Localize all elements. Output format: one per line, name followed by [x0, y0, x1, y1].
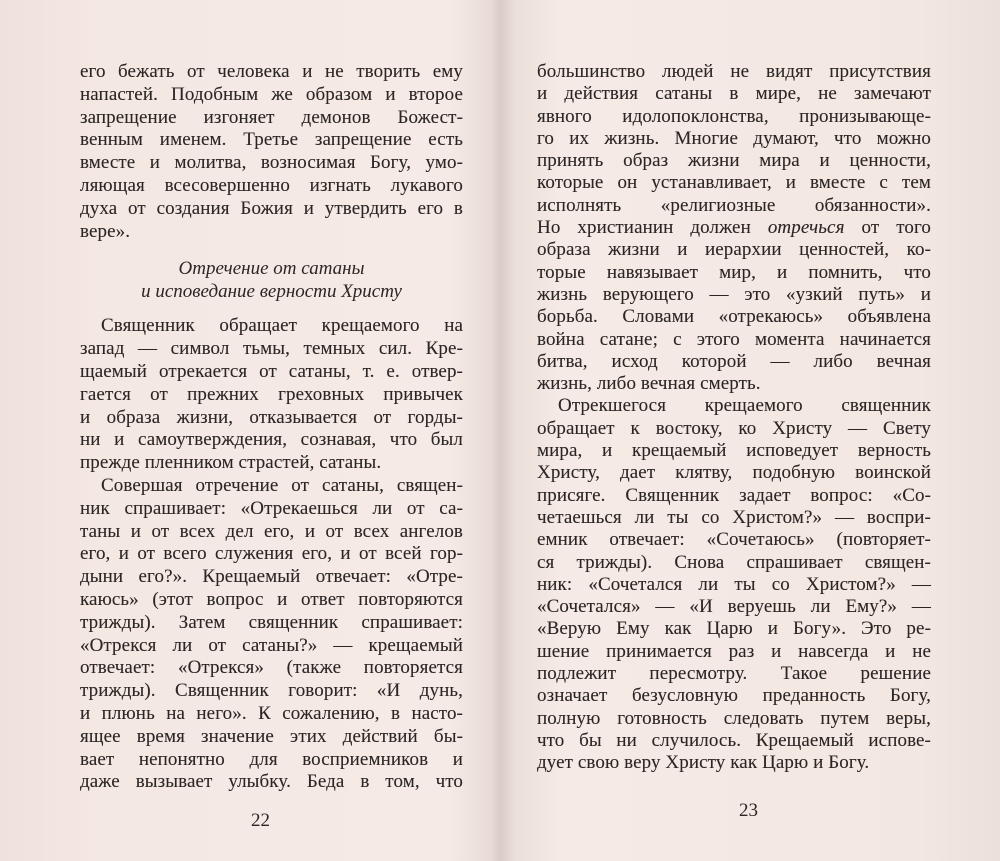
text-line: «Верую Ему как Царю и Богу». Это ре- [537, 618, 931, 640]
text-line: го их жизнь. Многие думают, что можно [537, 127, 931, 149]
paragraph [537, 61, 931, 395]
text-line: дыни его?». Крещаемый отвечает: «Отре- [80, 566, 463, 588]
right-page-text [537, 61, 931, 775]
paragraph [80, 475, 463, 794]
text-line: что бы ни случилось. Крещаемый испове- [537, 729, 931, 751]
text-line: явного идолопоклонства, пронизывающе- [537, 105, 931, 127]
text-line: полную готовность следовать путем веры, [537, 707, 931, 729]
text-line: «Отрекся ли от сатаны?» — крещаемый [80, 634, 463, 656]
text-line: ни и самоутверждения, сознавая, что был [80, 429, 463, 451]
text-line: борьба. Словами «отрекаюсь» объявлена [537, 306, 931, 328]
text-line: таны и от всех дел его, и от всех ангелов [80, 520, 463, 542]
text-line: отвечает: «Отрекся» (также повторяется [80, 657, 463, 679]
text-line: щаемый отрекается от сатаны, т. е. отвер- [80, 360, 463, 382]
text-line: присяге. Священник задает вопрос: «Со- [537, 484, 931, 506]
heading-line: и исповедание верности Христу [141, 281, 402, 303]
text-line: подлежит пересмотру. Такое решение [537, 663, 931, 685]
text-line: шение принимается раз и навсегда и не [537, 640, 931, 662]
text-line: большинство людей не видят присутствия [537, 61, 931, 82]
text-line: и действия сатаны в мире, не замечают [537, 83, 931, 105]
text-line: Отрекшегося крещаемого священник [558, 395, 931, 417]
left-page-text [80, 61, 463, 794]
emphasized-word: отречься [767, 217, 845, 239]
text-line: гается от прежних греховных привычек [80, 383, 463, 405]
page-number-left: 22 [251, 810, 270, 831]
text-line: запрещение изгоняет демонов Божест- [80, 106, 463, 128]
text-line: Священник обращает крещаемого на [101, 315, 463, 337]
text-line: ящее время значение этих действий бы- [80, 725, 463, 747]
text-line: венным именем. Третье запрещение есть [80, 129, 463, 151]
text-line: дует свою веру Христу как Царю и Богу. [537, 752, 870, 774]
text-line: его бежать от человека и не творить ему [80, 61, 463, 82]
text-line: Совершая отречение от сатаны, священ- [101, 474, 463, 496]
text-line: торые навязывает мир, и помнить, что [537, 261, 931, 283]
text-line: и образа жизни, отказывается от горды- [80, 406, 463, 428]
text-line: трижды). Священник говорит: «И дунь, [80, 680, 463, 702]
text-line: запад — символ тьмы, темных сил. Кре- [80, 338, 463, 360]
text-segment: Но христианин должен [537, 217, 768, 239]
text-line: даже вызывает улыбку. Беда в том, что [80, 771, 463, 793]
heading-line: Отречение от сатаны [178, 258, 365, 280]
paragraph [537, 395, 931, 774]
text-line [537, 217, 931, 239]
text-line: жизнь верующего — это «узкий путь» и [537, 283, 931, 305]
text-line: которые он устанавливает, и вместе с тем [537, 172, 931, 194]
text-line: образа жизни и иерархии ценностей, ко- [537, 239, 931, 261]
text-line: вает непонятно для восприемников и [80, 748, 463, 770]
text-line: жизнь, либо вечная смерть. [537, 373, 761, 395]
text-line: «Сочетался» — «И веруешь ли Ему?» — [537, 596, 931, 618]
text-line: исполнять «религиозные обязанности». [537, 194, 931, 216]
text-line: вере». [80, 220, 131, 242]
text-line: четаешься ли ты со Христом?» — воспри- [537, 506, 931, 528]
text-line: означает безусловную преданность Богу, [537, 685, 931, 707]
paragraph [80, 315, 463, 475]
text-line: ник спрашивает: «Отрекаешься ли от са- [80, 497, 463, 519]
text-line: битва, исход которой — либо вечная [537, 350, 931, 372]
text-line: емник отвечает: «Сочетаюсь» (повторяет- [537, 529, 931, 551]
page-number-right: 23 [739, 800, 758, 821]
text-line: принять образ жизни мира и ценности, [537, 150, 931, 172]
text-line: духа от создания Божия и утвердить его в [80, 197, 463, 219]
text-line: прежде пленником страстей, сатаны. [80, 452, 382, 474]
text-line: война сатане; с этого момента начинается [537, 328, 931, 350]
text-line: ляющая всесовершенно изгнать лукавого [80, 174, 463, 196]
text-line: каюсь» (этот вопрос и ответ повторяются [80, 588, 463, 610]
text-line: ник: «Сочетался ли ты со Христом?» — [537, 573, 931, 595]
text-line: вместе и молитва, возносимая Богу, умо- [80, 152, 463, 174]
text-line: его, и от всего служения его, и от всей гор- [80, 543, 463, 565]
text-line: мира, и крещаемый исповедует верность [537, 440, 931, 462]
text-line: ся трижды). Снова спрашивает священ- [537, 551, 931, 573]
text-line: и плюнь на него». К сожалению, в насто- [80, 702, 463, 724]
text-segment: от того [844, 217, 931, 239]
text-line: трижды). Затем священник спрашивает: [80, 611, 463, 633]
text-line: напастей. Подобным же образом и второе [80, 83, 463, 105]
section-heading [80, 257, 463, 303]
paragraph [80, 61, 463, 243]
text-line: обращает к востоку, ко Христу — Свету [537, 417, 931, 439]
text-line: Христу, дает клятву, подобную воинской [537, 462, 931, 484]
